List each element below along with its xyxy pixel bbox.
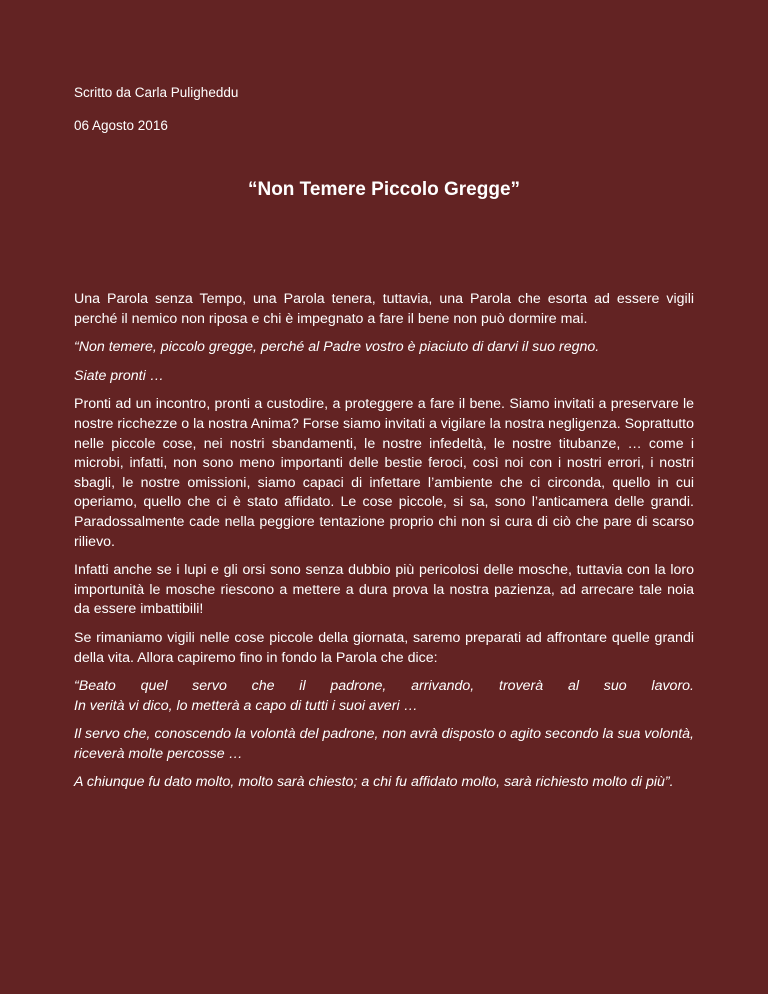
- quote-line: In verità vi dico, lo metterà a capo di tutti i suoi averi …: [74, 697, 418, 714]
- paragraph: Se rimaniamo vigili nelle cose piccole della giornata, saremo preparati ad affrontare quelle grandi della vita. Allora capiremo fino in fondo la Parola che dice:: [74, 629, 694, 666]
- paragraph: Una Parola senza Tempo, una Parola tenera, tuttavia, una Parola che esorta ad essere vigili perché il nemico non riposa e chi è impegnato a fare il bene non può dormire mai.: [74, 291, 694, 327]
- quote-paragraph: [74, 677, 694, 716]
- quote-paragraph: Il servo che, conoscendo la volontà del padrone, non avrà disposto o agito secondo la sua volontà, riceverà molte percosse …: [74, 726, 694, 762]
- document-title: “Non Temere Piccolo Gregge”: [247, 179, 521, 200]
- paragraph: Infatti anche se i lupi e gli orsi sono senza dubbio più pericolosi delle mosche, tuttavia con la loro importunità le mosche riescono a mettere a dura prova la nostra pazienza, ad arrecare tale noia da essere imbattibili!: [74, 562, 694, 618]
- document-body: [74, 290, 694, 802]
- date-line: 06 Agosto 2016: [74, 118, 168, 133]
- quote-line: “Beato quel servo che il padrone, arrivando, troverà al suo lavoro.: [74, 678, 694, 695]
- quote-paragraph: Siate pronti …: [74, 367, 164, 384]
- quote-paragraph: “Non temere, piccolo gregge, perché al Padre vostro è piaciuto di darvi il suo regno.: [74, 339, 600, 356]
- author-line: Scritto da Carla Puligheddu: [74, 85, 239, 100]
- quote-paragraph: A chiunque fu dato molto, molto sarà chiesto; a chi fu affidato molto, sarà richiesto molto di più”.: [74, 774, 674, 791]
- paragraph: Pronti ad un incontro, pronti a custodire, a proteggere a fare il bene. Siamo invitati a preservare le nostre ricchezze o la nostra Anima? Forse siamo invitati a vigilare la nostra negligenza. Soprattutto nelle piccole cose, nei nostri sbandamenti, le nostre infedeltà, le nostre titubanze, … come i microbi, infatti, non sono meno importanti delle bestie feroci, così noi con i nostri errori, i nostri sbagli, le nostre omissioni, siamo capaci di infettare l’ambiente che ci circonda, quello in cui operiamo, quello che ci è stato affidato. Le cose piccole, si sa, sono l’anticamera delle grandi. Paradossalmente cade nella peggiore tentazione proprio chi non si cura di ciò che pare di scarso rilievo.: [74, 396, 694, 550]
